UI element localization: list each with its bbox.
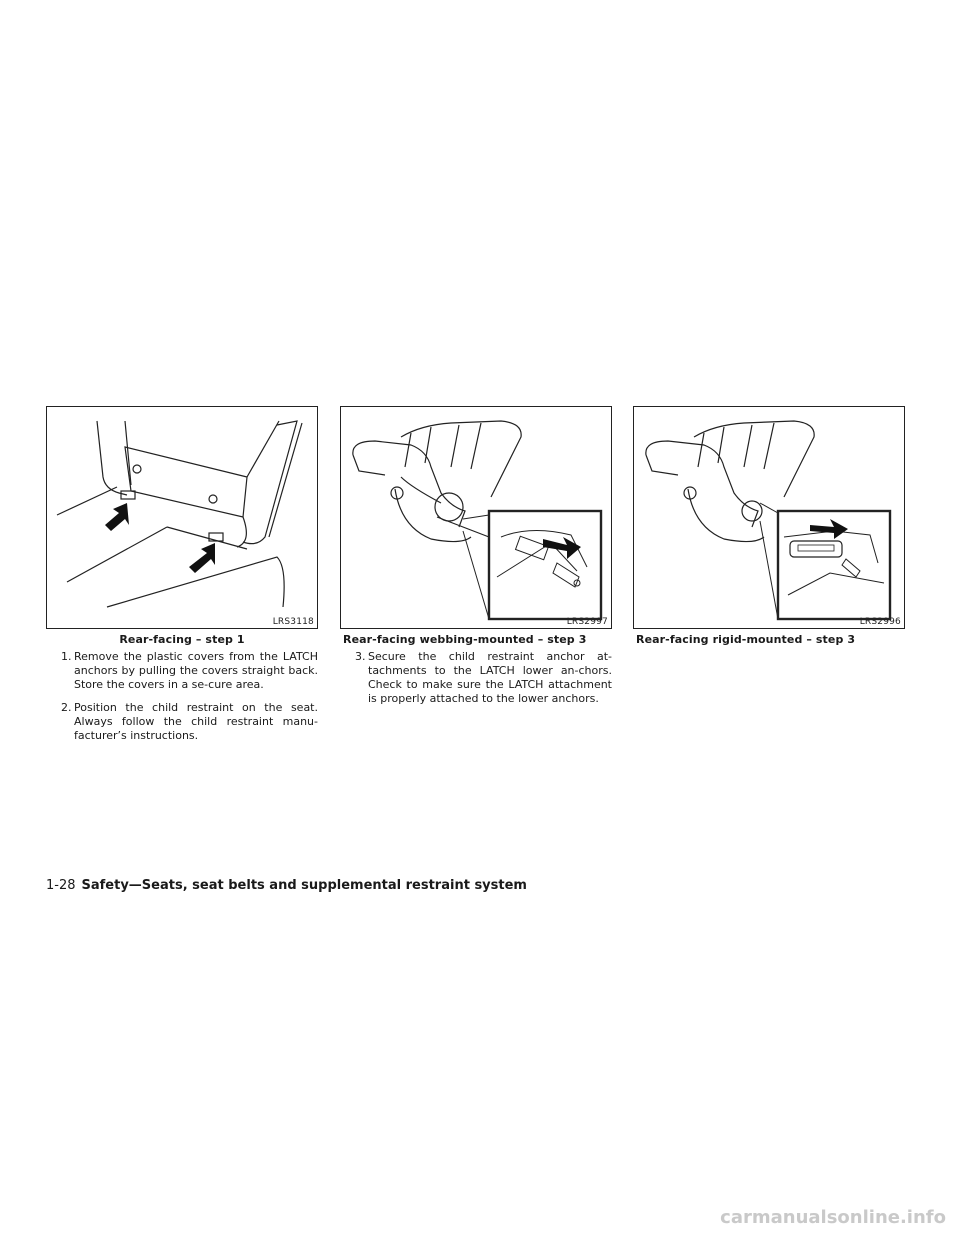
figure-code: LRS2997 xyxy=(566,617,608,627)
step-list xyxy=(46,650,318,743)
column-step-3-rigid xyxy=(633,406,905,646)
figure-caption: Rear-facing webbing-mounted – step 3 xyxy=(343,633,587,646)
step-number: 2. xyxy=(61,701,72,714)
figure-code: LRS2996 xyxy=(859,617,901,627)
figure-caption: Rear-facing rigid-mounted – step 3 xyxy=(636,633,856,646)
step-number: 1. xyxy=(61,650,72,663)
figure-rear-facing-webbing-mounted-step-3 xyxy=(340,406,612,629)
rigid-mounted-illustration xyxy=(634,407,904,628)
figure-rear-facing-rigid-mounted-step-3 xyxy=(633,406,905,629)
watermark: carmanualsonline.info xyxy=(720,1207,946,1228)
step-number: 3. xyxy=(355,650,366,663)
step-item xyxy=(340,650,612,706)
page-number: 1-28 xyxy=(46,878,76,893)
step-text: Remove the plastic covers from the LATCH anchors by pulling the covers straight back. Store the covers in a se-cure area. xyxy=(74,650,318,691)
step-item xyxy=(46,650,318,692)
column-step-1 xyxy=(46,406,318,752)
webbing-mounted-illustration xyxy=(341,407,611,628)
figure-caption: Rear-facing – step 1 xyxy=(119,633,245,646)
step-text: Secure the child restraint anchor at-tachments to the LATCH lower an-chors. Check to make sure the LATCH attachment is properly attached to the lower anchors. xyxy=(368,650,612,705)
section-title: Safety—Seats, seat belts and supplemental restraint system xyxy=(81,878,527,893)
figure-code: LRS3118 xyxy=(272,617,314,627)
step-item xyxy=(46,701,318,743)
seat-anchor-illustration xyxy=(47,407,317,628)
figure-rear-facing-step-1 xyxy=(46,406,318,629)
column-step-3-webbing xyxy=(340,406,612,715)
page-footer xyxy=(46,878,527,893)
step-text: Position the child restraint on the seat. Always follow the child restraint manu-facturer’s instructions. xyxy=(74,701,318,742)
step-list xyxy=(340,650,612,706)
